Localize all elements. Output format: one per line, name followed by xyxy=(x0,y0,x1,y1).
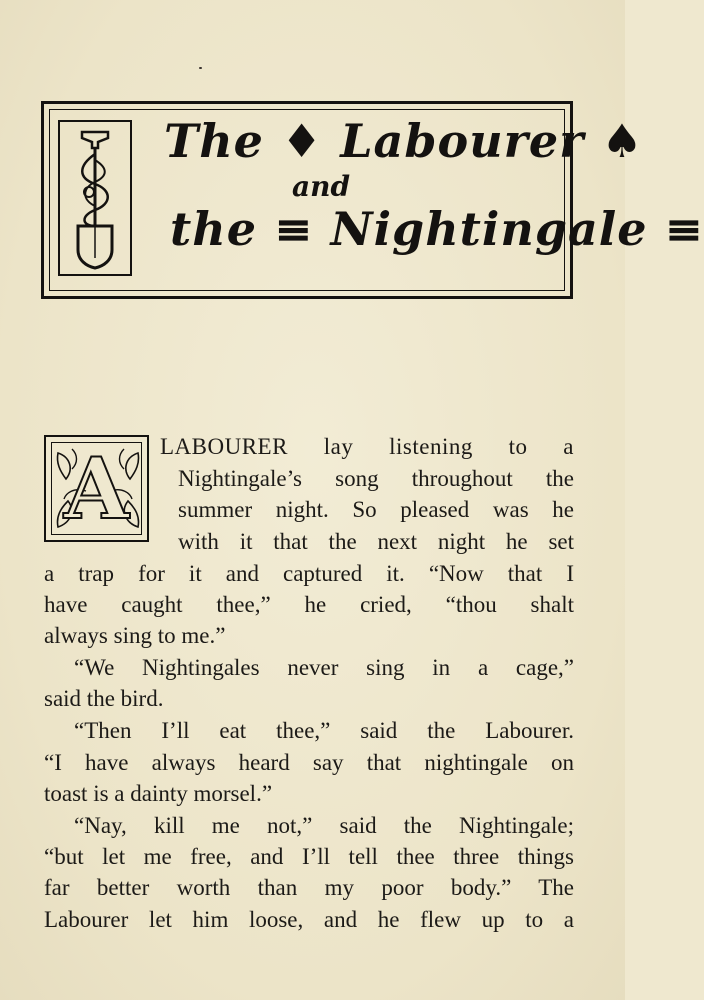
body-line: “Then I’ll eat thee,” said the Labourer. xyxy=(74,718,574,743)
title-line-the-labourer: The ♦ Labourer ♠ xyxy=(164,114,644,168)
body-line: always sing to me.” xyxy=(44,623,226,648)
body-line: Nightingale’s song throughout the xyxy=(178,466,574,491)
title-cartouche xyxy=(41,101,704,299)
body-line: Labourer let him loose, and he flew up to a xyxy=(44,907,574,932)
spade-emblem-panel xyxy=(58,120,132,276)
drop-cap-inner-rule xyxy=(51,439,142,538)
body-line: “Nay, kill me not,” said the Nightingale; xyxy=(74,813,574,838)
body-line: with it that the next night he set xyxy=(178,529,574,554)
drop-cap-letter: A xyxy=(63,439,130,538)
body-line: LABOURER lay listening to a xyxy=(160,434,574,459)
body-line: “I have always heard say that nightingale on xyxy=(44,750,574,775)
drop-cap-box xyxy=(44,435,149,542)
spade-icon xyxy=(68,126,122,272)
body-line: “We Nightingales never sing in a cage,” xyxy=(74,655,574,680)
body-line: summer night. So pleased was he xyxy=(178,497,574,522)
title-line-the-nightingale: the ≡ Nightingale ≡ xyxy=(170,202,704,256)
body-line: far better worth than my poor body.” The xyxy=(44,875,574,900)
body-line: have caught thee,” he cried, “thou shalt xyxy=(44,592,574,617)
body-line: toast is a dainty morsel.” xyxy=(44,781,273,806)
title-line-and: and xyxy=(292,170,351,203)
body-line: “but let me free, and I’ll tell thee three things xyxy=(44,844,574,869)
body-line: a trap for it and captured it. “Now that I xyxy=(44,561,574,586)
ink-speck xyxy=(199,67,202,69)
body-line: said the bird. xyxy=(44,686,164,711)
